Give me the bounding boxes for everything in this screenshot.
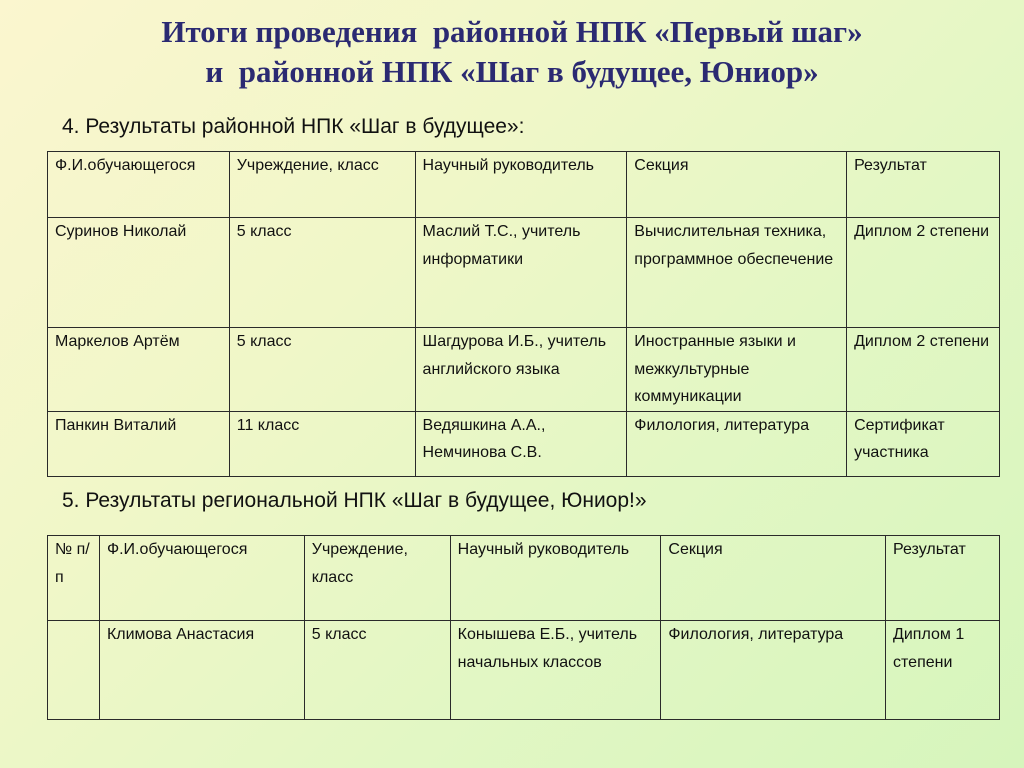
- section-4-heading: 4. Результаты районной НПК «Шаг в будущее»:: [62, 115, 525, 138]
- header-cell-number: № п/п: [48, 536, 100, 621]
- regional-results-table: [47, 535, 1000, 720]
- district-results-table: [47, 151, 1000, 477]
- cell-result: Диплом 2 степени: [847, 218, 1000, 328]
- cell-section: Вычислительная техника, программное обеспечение: [627, 218, 847, 328]
- cell-supervisor: Шагдурова И.Б., учитель английского языка: [415, 328, 627, 412]
- cell-class: 5 класс: [229, 218, 415, 328]
- cell-section: Филология, литература: [661, 621, 886, 720]
- cell-student: Панкин Виталий: [48, 411, 230, 476]
- cell-result: Сертификат участника: [847, 411, 1000, 476]
- title-line-1: Итоги проведения районной НПК «Первый шаг»: [161, 14, 863, 49]
- cell-result: Диплом 1 степени: [886, 621, 1000, 720]
- title-line-2: и районной НПК «Шаг в будущее, Юниор»: [205, 54, 819, 89]
- header-cell-section: Секция: [627, 152, 847, 218]
- cell-result: Диплом 2 степени: [847, 328, 1000, 412]
- cell-student: Суринов Николай: [48, 218, 230, 328]
- cell-student: Маркелов Артём: [48, 328, 230, 412]
- cell-supervisor: Маслий Т.С., учитель информатики: [415, 218, 627, 328]
- header-cell-student: Ф.И.обучающегося: [99, 536, 304, 621]
- table-row: [48, 218, 1000, 328]
- cell-class: 11 класс: [229, 411, 415, 476]
- section-5-heading: 5. Результаты региональной НПК «Шаг в будущее, Юниор!»: [62, 489, 647, 512]
- cell-section: Иностранные языки и межкультурные коммуникации: [627, 328, 847, 412]
- cell-section: Филология, литература: [627, 411, 847, 476]
- header-cell-institution: Учреждение, класс: [304, 536, 450, 621]
- table-row: [48, 411, 1000, 476]
- header-cell-result: Результат: [886, 536, 1000, 621]
- cell-number: [48, 621, 100, 720]
- header-cell-result: Результат: [847, 152, 1000, 218]
- header-cell-supervisor: Научный руководитель: [415, 152, 627, 218]
- table-row: [48, 621, 1000, 720]
- header-cell-student: Ф.И.обучающегося: [48, 152, 230, 218]
- header-cell-institution: Учреждение, класс: [229, 152, 415, 218]
- table-header-row: [48, 536, 1000, 621]
- cell-class: 5 класс: [229, 328, 415, 412]
- cell-supervisor: Конышева Е.Б., учитель начальных классов: [450, 621, 661, 720]
- header-cell-section: Секция: [661, 536, 886, 621]
- table-row: [48, 328, 1000, 412]
- table-header-row: [48, 152, 1000, 218]
- header-cell-supervisor: Научный руководитель: [450, 536, 661, 621]
- cell-supervisor: Ведяшкина А.А., Немчинова С.В.: [415, 411, 627, 476]
- cell-student: Климова Анастасия: [99, 621, 304, 720]
- cell-class: 5 класс: [304, 621, 450, 720]
- page-title: [0, 12, 1024, 92]
